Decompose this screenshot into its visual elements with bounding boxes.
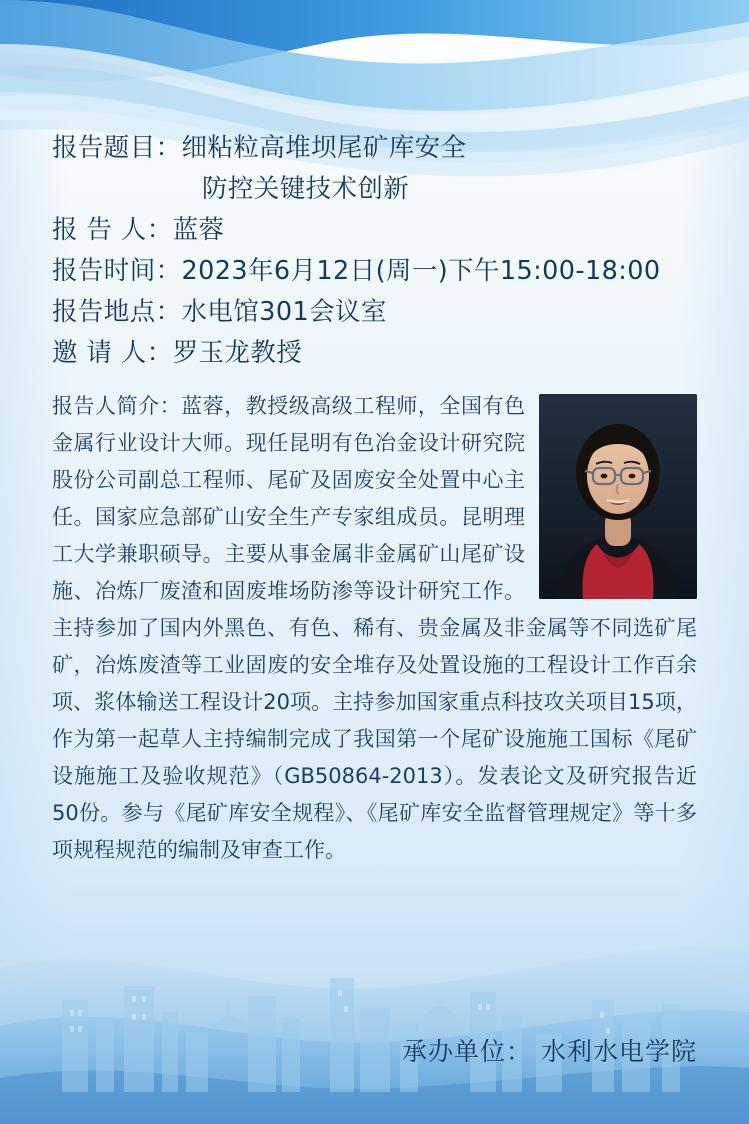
info-label-inviter: 邀 请 人：	[52, 338, 173, 368]
poster-content	[0, 128, 749, 869]
info-label-time: 报告时间：	[52, 256, 182, 286]
info-block	[52, 128, 697, 374]
info-label-speaker: 报 告 人：	[52, 215, 173, 245]
info-value-time: 2023年6月12日(周一)下午15:00-18:00	[181, 256, 661, 286]
info-label-location: 报告地点：	[52, 297, 182, 327]
info-value-title-cont: 防控关键技术创新	[202, 174, 410, 204]
info-line-location	[52, 292, 697, 333]
speaker-portrait	[539, 394, 697, 599]
speaker-bio: 报告人简介：蓝蓉，教授级高级工程师，全国有色金属行业设计大师。现任昆明有色冶金设计研究院股份公司副总工程师、尾矿及固废安全处置中心主任。国家应急部矿山安全生产专家组成员。昆明理工大学兼职硕导。主要从事金属非金属矿山尾矿设施、冶炼厂废渣和固废堆场防渗等设计研究工作。主持参加了国内外黑色、有色、稀有、贵金属及非金属等不同选矿尾矿，冶炼废渣等工业固废的安全堆存及处置设施的工程设计工作百余项、浆体输送工程设计20项。主持参加国家重点科技攻关项目15项，作为第一起草人主持编制完成了我国第一个尾矿设施施工国标《尾矿设施施工及验收规范》（GB50864-2013）。发表论文及研究报告近50份。参与《尾矿库安全规程》、《尾矿库安全监督管理规定》等十多项规程规范的编制及审查工作。	[52, 394, 697, 862]
info-line-inviter	[52, 333, 697, 374]
portrait-image	[539, 394, 697, 599]
organizer-footer: 承办单位： 水利水电学院	[402, 1037, 697, 1066]
bio-section	[52, 388, 697, 869]
info-value-location: 水电馆301会议室	[181, 297, 387, 327]
info-value-speaker: 蓝蓉	[172, 215, 225, 245]
info-label-title: 报告题目：	[52, 133, 182, 163]
info-value-title: 细粘粒高堆坝尾矿库安全	[181, 133, 467, 163]
info-line-speaker	[52, 210, 697, 251]
info-line-title-cont	[52, 169, 697, 210]
info-line-title	[52, 128, 697, 169]
info-value-inviter: 罗玉龙教授	[172, 338, 303, 368]
info-line-time	[52, 251, 697, 292]
